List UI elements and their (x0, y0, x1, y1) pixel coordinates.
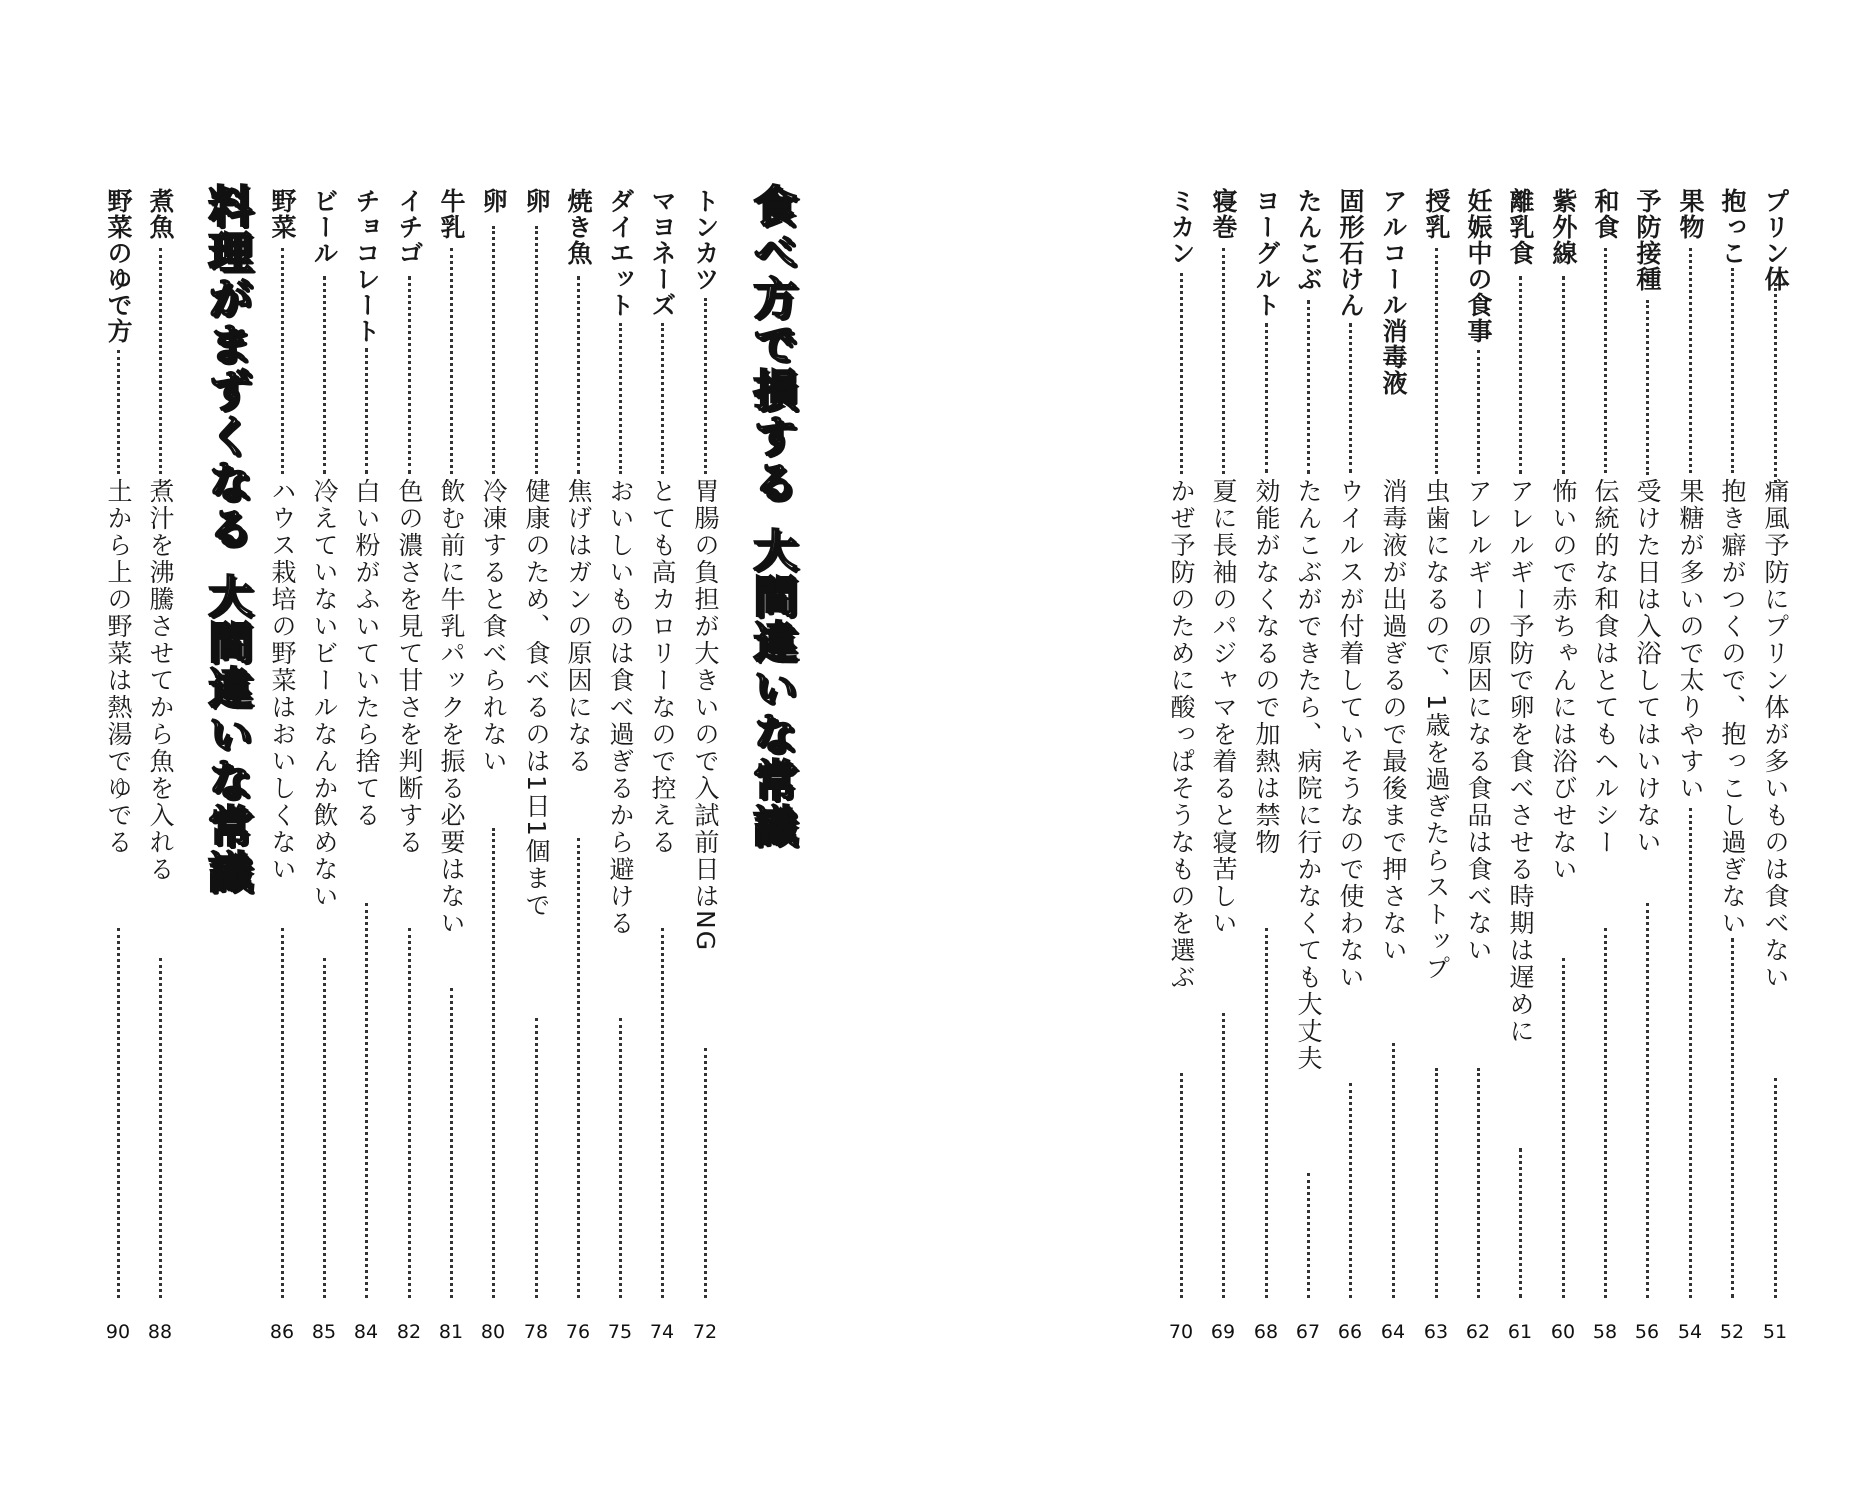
leader-dots (1435, 1068, 1438, 1298)
leader-dots (450, 248, 453, 474)
toc-entry (516, 188, 556, 1343)
entry-description: 飲む前に牛乳パックを振る必要はない (437, 478, 466, 937)
page-number: 67 (1295, 1321, 1321, 1343)
toc-entry (1627, 188, 1667, 1343)
entry-topic: 固形石けん (1336, 188, 1365, 318)
entry-topic: 牛乳 (437, 188, 466, 240)
entry-description: 冷凍すると食べられない (479, 478, 508, 775)
leader-dots (1646, 300, 1649, 475)
page-number: 51 (1762, 1321, 1788, 1343)
entry-topic: 寝巻 (1209, 188, 1238, 240)
leader-dots (1392, 1043, 1395, 1298)
entry-description: 色の濃さを見て甘さを判断する (395, 478, 424, 856)
leader-dots (117, 350, 120, 474)
entry-description: 受けた日は入浴してはいけない (1633, 478, 1662, 856)
section-heading (740, 183, 800, 849)
entry-topic: プリン体 (1761, 188, 1790, 292)
leader-dots (577, 838, 580, 1298)
leader-dots (1689, 248, 1692, 473)
leader-dots (1349, 1083, 1352, 1298)
page-number: 72 (692, 1321, 718, 1343)
section-heading-sub: 大間違いな常識 (745, 527, 796, 849)
section-heading (195, 183, 255, 895)
toc-entry (1500, 188, 1540, 1343)
leader-dots (450, 988, 453, 1298)
page-number: 90 (105, 1321, 131, 1343)
entry-description: 胃腸の負担が大きいので入試前日はNG (691, 478, 720, 953)
page-number: 85 (311, 1321, 337, 1343)
entry-description: ハウス栽培の野菜はおいしくない (268, 478, 297, 883)
toc-entry (473, 188, 513, 1343)
section-heading-main: 料理がまずくなる (200, 183, 251, 551)
entry-topic: アルコール消毒液 (1379, 188, 1408, 396)
leader-dots (1774, 283, 1777, 483)
leader-dots (1265, 323, 1268, 473)
leader-dots (1731, 268, 1734, 473)
entry-description: 効能がなくなるので加熱は禁物 (1252, 478, 1281, 856)
page-number: 69 (1210, 1321, 1236, 1343)
page-number: 70 (1168, 1321, 1194, 1343)
leader-dots (1562, 958, 1565, 1298)
toc-entry (98, 188, 138, 1343)
entry-topic: 野菜のゆで方 (104, 188, 133, 344)
page-number: 52 (1719, 1321, 1745, 1343)
toc-entry (1543, 188, 1583, 1343)
entry-description: とても高カロリーなので控える (648, 478, 677, 856)
toc-entry (1416, 188, 1456, 1343)
toc-entry (1458, 188, 1498, 1343)
leader-dots (281, 928, 284, 1298)
leader-dots (1519, 1148, 1522, 1298)
entry-description: 消毒液が出過ぎるので最後まで押さない (1379, 478, 1408, 964)
page-number: 84 (353, 1321, 379, 1343)
leader-dots (323, 958, 326, 1298)
leader-dots (619, 1018, 622, 1298)
page-number: 80 (480, 1321, 506, 1343)
leader-dots (408, 928, 411, 1298)
leader-dots (492, 226, 495, 474)
leader-dots (1604, 248, 1607, 473)
entry-topic: 予防接種 (1633, 188, 1662, 292)
leader-dots (1477, 350, 1480, 474)
page-number: 66 (1337, 1321, 1363, 1343)
page-number: 81 (438, 1321, 464, 1343)
entry-description: 冷えていないビールなんか飲めない (310, 478, 339, 910)
page-number: 74 (649, 1321, 675, 1343)
leader-dots (1307, 1173, 1310, 1298)
toc-entry (600, 188, 640, 1343)
entry-topic: 卵 (479, 188, 508, 214)
entry-description: アレルギー予防で卵を食べさせる時期は遅めに (1506, 478, 1535, 1045)
toc-entry (1330, 188, 1370, 1343)
leader-dots (365, 348, 368, 474)
section-heading-main: 食べ方で損する (745, 183, 796, 505)
entry-topic: トンカツ (691, 188, 720, 292)
entry-description: たんこぶができたら、病院に行かなくても大丈夫 (1294, 478, 1323, 1072)
entry-topic: 焼き魚 (564, 188, 593, 266)
leader-dots (1519, 276, 1522, 474)
toc-entry (346, 188, 386, 1343)
page-number: 82 (396, 1321, 422, 1343)
toc-entry (1246, 188, 1286, 1343)
leader-dots (492, 828, 495, 1298)
page-number: 54 (1677, 1321, 1703, 1343)
entry-topic: 授乳 (1422, 188, 1451, 240)
entry-topic: イチゴ (395, 188, 424, 266)
toc-entry (304, 188, 344, 1343)
toc-entry (1712, 188, 1752, 1343)
toc-entry (262, 188, 302, 1343)
leader-dots (159, 248, 162, 474)
leader-dots (661, 323, 664, 474)
page-number: 60 (1550, 1321, 1576, 1343)
toc-entry (1288, 188, 1328, 1343)
leader-dots (1307, 300, 1310, 474)
leader-dots (1562, 276, 1565, 474)
leader-dots (1689, 808, 1692, 1298)
entry-topic: 離乳食 (1506, 188, 1535, 266)
entry-description: ウイルスが付着していそうなので使わない (1336, 478, 1365, 991)
entry-topic: 紫外線 (1549, 188, 1578, 266)
toc-entry (642, 188, 682, 1343)
toc-entry (389, 188, 429, 1343)
page-number: 58 (1592, 1321, 1618, 1343)
toc-entry (558, 188, 598, 1343)
entry-description: 健康のため、食べるのは1日1個まで (522, 478, 551, 919)
entry-topic: 果物 (1676, 188, 1705, 240)
leader-dots (323, 276, 326, 474)
entry-description: かぜ予防のために酸っぱそうなものを選ぶ (1167, 478, 1196, 991)
toc-entry (685, 188, 725, 1343)
entry-description: おいしいものは食べ過ぎるから避ける (606, 478, 635, 937)
leader-dots (1180, 273, 1183, 474)
entry-topic: 和食 (1591, 188, 1620, 240)
leader-dots (1349, 323, 1352, 473)
entry-description: 怖いので赤ちゃんには浴びせない (1549, 478, 1578, 883)
toc-entry (1373, 188, 1413, 1343)
page-number: 63 (1423, 1321, 1449, 1343)
leader-dots (535, 226, 538, 474)
page-number: 56 (1634, 1321, 1660, 1343)
section-heading-sub: 大間違いな常識 (200, 573, 251, 895)
leader-dots (1774, 1078, 1777, 1298)
entry-topic: 卵 (522, 188, 551, 214)
page-number: 88 (147, 1321, 173, 1343)
leader-dots (159, 958, 162, 1298)
page-number: 68 (1253, 1321, 1279, 1343)
entry-topic: 抱っこ (1718, 188, 1747, 266)
entry-topic: ダイエット (606, 188, 635, 318)
leader-dots (577, 276, 580, 474)
leader-dots (1731, 938, 1734, 1298)
leader-dots (704, 298, 707, 474)
page-number: 86 (269, 1321, 295, 1343)
page-number: 64 (1380, 1321, 1406, 1343)
entry-topic: チョコレート (352, 188, 381, 344)
leader-dots (1222, 1013, 1225, 1298)
toc-entry (1161, 188, 1201, 1343)
entry-description: 焦げはガンの原因になる (564, 478, 593, 775)
leader-dots (365, 903, 368, 1298)
entry-topic: ミカン (1167, 188, 1196, 266)
leader-dots (619, 323, 622, 474)
leader-dots (1604, 928, 1607, 1298)
page-number: 62 (1465, 1321, 1491, 1343)
leader-dots (1477, 1068, 1480, 1298)
entry-description: 土から上の野菜は熱湯でゆでる (104, 478, 133, 856)
leader-dots (1265, 928, 1268, 1298)
entry-description: 虫歯になるので、1歳を過ぎたらストップ (1422, 478, 1451, 982)
entry-topic: ビール (310, 188, 339, 266)
entry-description: 伝統的な和食はとてもヘルシー (1591, 478, 1620, 856)
leader-dots (1180, 1073, 1183, 1298)
toc-entry (140, 188, 180, 1343)
entry-topic: 煮魚 (146, 188, 175, 240)
leader-dots (661, 928, 664, 1298)
entry-topic: マヨネーズ (648, 188, 677, 318)
entry-description: 痛風予防にプリン体が多いものは食べない (1761, 478, 1790, 991)
leader-dots (1222, 248, 1225, 474)
entry-topic: たんこぶ (1294, 188, 1323, 292)
page-number: 75 (607, 1321, 633, 1343)
entry-description: 白い粉がふいていたら捨てる (352, 478, 381, 829)
toc-entry (431, 188, 471, 1343)
leader-dots (1646, 903, 1649, 1298)
leader-dots (408, 276, 411, 474)
toc-entry (1755, 188, 1795, 1343)
leader-dots (281, 248, 284, 474)
entry-description: 煮汁を沸騰させてから魚を入れる (146, 478, 175, 883)
entry-description: アレルギーの原因になる食品は食べない (1464, 478, 1493, 964)
entry-topic: 妊娠中の食事 (1464, 188, 1493, 344)
page-number: 76 (565, 1321, 591, 1343)
toc-entry (1585, 188, 1625, 1343)
page-number: 61 (1507, 1321, 1533, 1343)
leader-dots (704, 1048, 707, 1298)
entry-description: 夏に長袖のパジャマを着ると寝苦しい (1209, 478, 1238, 937)
entry-description: 果糖が多いので太りやすい (1676, 478, 1705, 802)
leader-dots (535, 1018, 538, 1298)
toc-entry (1203, 188, 1243, 1343)
page-number: 78 (523, 1321, 549, 1343)
entry-topic: 野菜 (268, 188, 297, 240)
leader-dots (117, 928, 120, 1298)
entry-description: 抱き癖がつくので、抱っこし過ぎない (1718, 478, 1747, 937)
entry-topic: ヨーグルト (1252, 188, 1281, 318)
toc-entry (1670, 188, 1710, 1343)
leader-dots (1435, 248, 1438, 474)
